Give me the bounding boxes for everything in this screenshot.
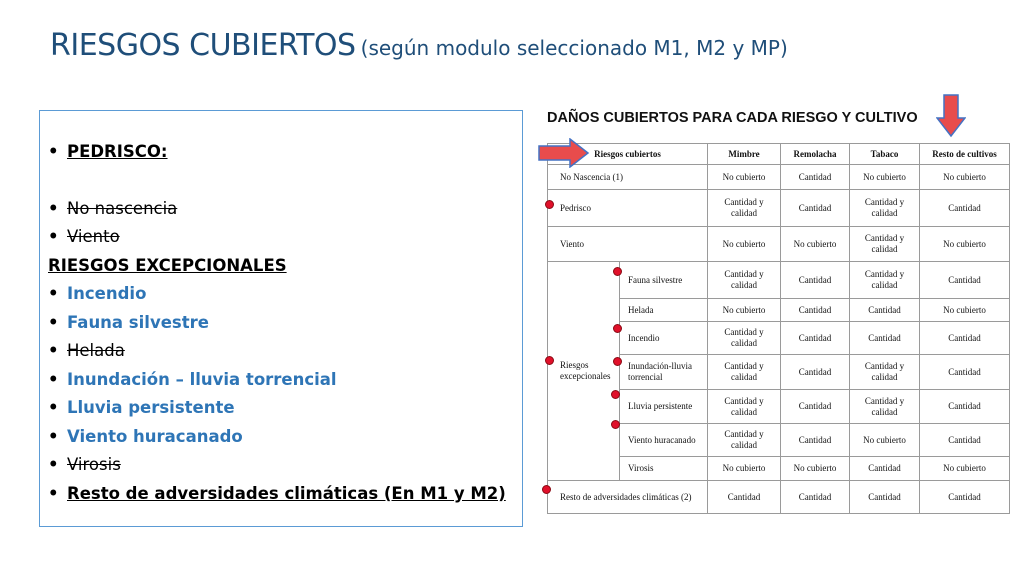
list-item-label: Resto de adversidades climáticas (En M1 y M2) bbox=[67, 484, 506, 503]
list-item-label: Viento huracanado bbox=[67, 427, 243, 446]
red-dot-icon bbox=[542, 485, 551, 494]
cell: Cantidad y calidad bbox=[708, 322, 781, 355]
list-item-pedrisco: • PEDRISCO: bbox=[48, 142, 168, 161]
cell: Cantidad bbox=[920, 262, 1010, 299]
cell: Cantidad bbox=[781, 355, 850, 390]
list-item-resto: • Resto de adversidades climáticas (En M1 y M2) bbox=[48, 484, 506, 503]
red-dot-icon bbox=[613, 357, 622, 366]
red-dot-icon bbox=[613, 267, 622, 276]
cell: Cantidad bbox=[781, 424, 850, 457]
cell: Cantidad bbox=[920, 424, 1010, 457]
list-item-virosis: • Virosis bbox=[48, 455, 121, 474]
cell: Cantidad bbox=[850, 457, 920, 481]
cell: Cantidad y calidad bbox=[708, 390, 781, 424]
table-row bbox=[548, 165, 1010, 190]
table-row bbox=[548, 190, 1010, 227]
cell: No cubierto bbox=[920, 165, 1010, 190]
row-label: Viento huracanado bbox=[620, 424, 708, 457]
col-header-mimbre: Mimbre bbox=[708, 144, 781, 165]
col-header-resto: Resto de cultivos bbox=[920, 144, 1010, 165]
table-title: DAÑOS CUBIERTOS PARA CADA RIESGO Y CULTIVO bbox=[547, 110, 918, 126]
cell: Cantidad y calidad bbox=[708, 190, 781, 227]
row-label: Viento bbox=[548, 227, 708, 262]
list-item-viento: • Viento bbox=[48, 227, 120, 246]
cell: No cubierto bbox=[781, 457, 850, 481]
row-label: Pedrisco bbox=[548, 190, 708, 227]
down-arrow-icon bbox=[936, 94, 966, 138]
cell: Cantidad bbox=[920, 355, 1010, 390]
cell: Cantidad bbox=[781, 190, 850, 227]
row-label: No Nascencia (1) bbox=[548, 165, 708, 190]
cell: No cubierto bbox=[850, 165, 920, 190]
list-heading-excepcionales: RIESGOS EXCEPCIONALES bbox=[48, 256, 287, 275]
cell: No cubierto bbox=[708, 227, 781, 262]
cell: Cantidad y calidad bbox=[850, 262, 920, 299]
list-item-label: Incendio bbox=[67, 284, 147, 303]
list-item-label: Virosis bbox=[67, 455, 121, 474]
red-dot-icon bbox=[611, 390, 620, 399]
col-header-remolacha: Remolacha bbox=[781, 144, 850, 165]
cell: Cantidad y calidad bbox=[708, 355, 781, 390]
list-item-inundacion: • Inundación – lluvia torrencial bbox=[48, 370, 337, 389]
row-label: Virosis bbox=[620, 457, 708, 481]
cell: Cantidad y calidad bbox=[708, 262, 781, 299]
cell: No cubierto bbox=[850, 424, 920, 457]
table-row bbox=[548, 481, 1010, 514]
row-label: Helada bbox=[620, 299, 708, 322]
page-title-main: RIESGOS CUBIERTOS bbox=[50, 28, 356, 63]
cell: Cantidad bbox=[781, 262, 850, 299]
col-header-tabaco: Tabaco bbox=[850, 144, 920, 165]
list-item-label: Viento bbox=[67, 227, 120, 246]
table-row bbox=[548, 227, 1010, 262]
cell: Cantidad y calidad bbox=[850, 390, 920, 424]
list-item-label: Helada bbox=[67, 341, 125, 360]
list-item-label: No nascencia bbox=[67, 199, 178, 218]
cell: No cubierto bbox=[708, 457, 781, 481]
row-label: Inundación-lluvia torrencial bbox=[620, 355, 708, 390]
table-header-row bbox=[548, 144, 1010, 165]
row-group-label: Riesgos excepcionales bbox=[548, 262, 620, 481]
cell: No cubierto bbox=[920, 299, 1010, 322]
cell: Cantidad bbox=[850, 299, 920, 322]
list-item-lluvia: • Lluvia persistente bbox=[48, 398, 235, 417]
cell: Cantidad bbox=[920, 390, 1010, 424]
row-label: Resto de adversidades climáticas (2) bbox=[548, 481, 708, 514]
cell: Cantidad bbox=[781, 322, 850, 355]
red-dot-icon bbox=[545, 200, 554, 209]
red-dot-icon bbox=[611, 420, 620, 429]
row-label: Incendio bbox=[620, 322, 708, 355]
row-label: Fauna silvestre bbox=[620, 262, 708, 299]
cell: Cantidad bbox=[708, 481, 781, 514]
list-item-label: Fauna silvestre bbox=[67, 313, 209, 332]
cell: No cubierto bbox=[708, 299, 781, 322]
list-item-incendio: • Incendio bbox=[48, 284, 147, 303]
cell: No cubierto bbox=[781, 227, 850, 262]
cell: Cantidad bbox=[781, 299, 850, 322]
list-item-helada: • Helada bbox=[48, 341, 125, 360]
cell: No cubierto bbox=[920, 457, 1010, 481]
list-item-label: PEDRISCO: bbox=[67, 142, 168, 161]
cell: Cantidad bbox=[920, 322, 1010, 355]
cell: Cantidad bbox=[850, 322, 920, 355]
list-item-fauna: • Fauna silvestre bbox=[48, 313, 209, 332]
red-dot-icon bbox=[545, 356, 554, 365]
cell: Cantidad bbox=[850, 481, 920, 514]
list-item-no-nascencia: • No nascencia bbox=[48, 199, 178, 218]
cell: Cantidad bbox=[781, 481, 850, 514]
right-arrow-icon bbox=[538, 138, 590, 168]
red-dot-icon bbox=[613, 324, 622, 333]
page-title-subtitle: (según modulo seleccionado M1, M2 y MP) bbox=[360, 36, 788, 60]
cell: Cantidad y calidad bbox=[850, 227, 920, 262]
cell: No cubierto bbox=[920, 227, 1010, 262]
list-item-label: Lluvia persistente bbox=[67, 398, 235, 417]
cell: Cantidad bbox=[920, 190, 1010, 227]
cell: No cubierto bbox=[708, 165, 781, 190]
page-title bbox=[50, 28, 788, 63]
cell: Cantidad y calidad bbox=[850, 190, 920, 227]
row-label: Lluvia persistente bbox=[620, 390, 708, 424]
cell: Cantidad y calidad bbox=[708, 424, 781, 457]
list-item-label: Inundación – lluvia torrencial bbox=[67, 370, 337, 389]
risk-list-panel bbox=[39, 110, 523, 527]
col-header-riesgos: Riesgos cubiertos bbox=[548, 144, 708, 165]
list-item-viento-huracanado: • Viento huracanado bbox=[48, 427, 243, 446]
cell: Cantidad y calidad bbox=[850, 355, 920, 390]
cell: Cantidad bbox=[781, 165, 850, 190]
cell: Cantidad bbox=[781, 390, 850, 424]
cell: Cantidad bbox=[920, 481, 1010, 514]
